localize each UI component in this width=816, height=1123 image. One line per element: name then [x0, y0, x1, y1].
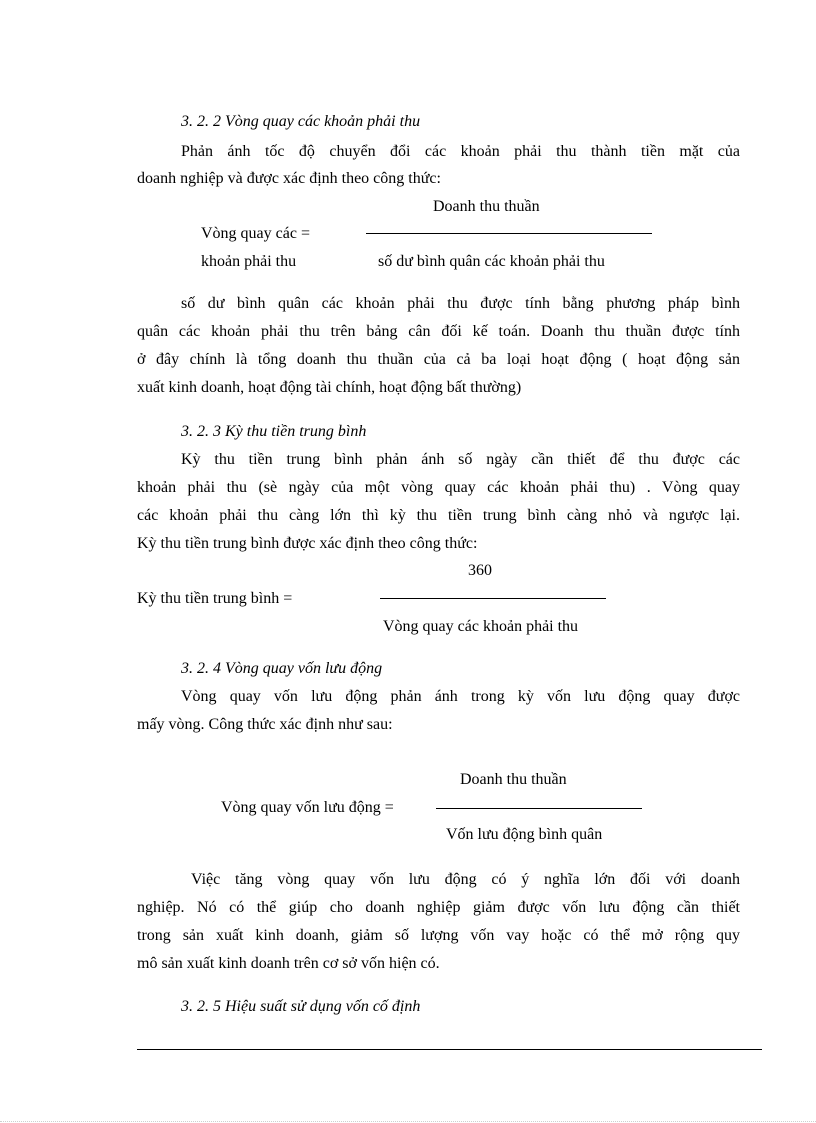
paragraph-line: Kỳ thu tiền trung bình phản ánh số ngày cần thiết để thu được các — [181, 451, 740, 468]
fraction-bar — [380, 598, 606, 599]
paragraph-line: doanh nghiệp và được xác định theo công thức: — [137, 170, 441, 187]
formula-label-line1: Vòng quay các = — [201, 225, 310, 242]
formula-numerator: Doanh thu thuần — [433, 198, 540, 215]
page-bottom-edge — [0, 1121, 816, 1122]
paragraph-line: xuất kinh doanh, hoạt động tài chính, hoạt động bất thường) — [137, 379, 522, 396]
paragraph-line: khoản phải thu (sè ngày của một vòng quay các khoản phải thu) . Vòng quay — [137, 479, 740, 496]
paragraph-line: Vòng quay vốn lưu động phản ánh trong kỳ vốn lưu động quay được — [181, 688, 740, 705]
fraction-bar — [436, 808, 642, 809]
heading-3-2-4: 3. 2. 4 Vòng quay vốn lưu động — [181, 660, 383, 677]
paragraph-line: mô sản xuất kinh doanh trên cơ sở vốn hiện có. — [137, 955, 440, 972]
paragraph-line: Kỳ thu tiền trung bình được xác định theo công thức: — [137, 535, 478, 552]
paragraph-line: số dư bình quân các khoản phải thu được tính bằng phương pháp bình — [181, 295, 740, 312]
paragraph-line: ở đây chính là tổng doanh thu thuần của cả ba loại hoạt động ( hoạt động sản — [137, 351, 740, 368]
paragraph-line: mấy vòng. Công thức xác định như sau: — [137, 716, 393, 733]
formula-denominator: số dư bình quân các khoản phải thu — [378, 253, 605, 270]
formula-label: Kỳ thu tiền trung bình = — [137, 590, 293, 607]
paragraph-line: quân các khoản phải thu trên bảng cân đối kế toán. Doanh thu thuần được tính — [137, 323, 740, 340]
paragraph-line: nghiệp. Nó có thể giúp cho doanh nghiệp giảm được vốn lưu động cần thiết — [137, 899, 740, 916]
paragraph-line: Phản ánh tốc độ chuyển đổi các khoản phải thu thành tiền mặt của — [181, 143, 740, 160]
formula-numerator: Doanh thu thuần — [460, 771, 567, 788]
fraction-bar — [366, 233, 652, 234]
formula-denominator: Vốn lưu động bình quân — [446, 826, 603, 843]
formula-numerator: 360 — [468, 562, 492, 579]
footer-rule — [137, 1049, 762, 1050]
formula-denominator: Vòng quay các khoản phải thu — [383, 618, 579, 635]
paragraph-line: các khoản phải thu càng lớn thì kỳ thu tiền trung bình càng nhỏ và ngược lại. — [137, 507, 740, 524]
paragraph-line: Việc tăng vòng quay vốn lưu động có ý nghĩa lớn đối với doanh — [191, 871, 740, 888]
heading-3-2-3: 3. 2. 3 Kỳ thu tiền trung bình — [181, 423, 367, 440]
heading-3-2-2: 3. 2. 2 Vòng quay các khoản phải thu — [181, 113, 421, 130]
heading-3-2-5: 3. 2. 5 Hiệu suất sử dụng vốn cố định — [181, 998, 421, 1015]
formula-label-line2: khoản phải thu — [201, 253, 297, 270]
paragraph-line: trong sản xuất kinh doanh, giảm số lượng vốn vay hoặc có thể mở rộng quy — [137, 927, 740, 944]
formula-label: Vòng quay vốn lưu động = — [221, 799, 394, 816]
